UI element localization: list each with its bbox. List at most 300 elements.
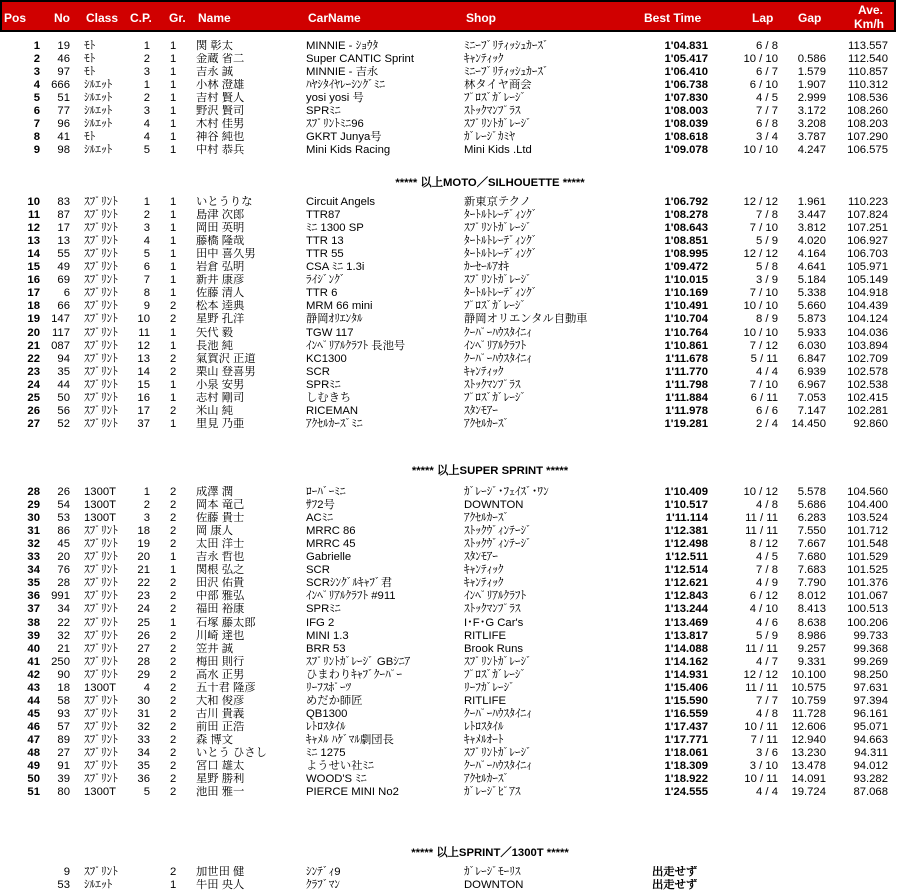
cell-car: GKRT Junya号 — [306, 131, 382, 144]
cell-pos: 13 — [27, 235, 40, 248]
cell-car: QB1300 — [306, 707, 348, 720]
cell-car: KC1300 — [306, 352, 347, 365]
cell-gap: 6.847 — [797, 352, 826, 365]
cell-best: 1'08.995 — [664, 248, 708, 261]
cell-class: 1300T — [84, 786, 117, 799]
cell-shop: I･F･G Car's — [464, 616, 524, 629]
cell-car: TTR 6 — [306, 287, 338, 300]
cell-cp: 33 — [137, 733, 150, 746]
cell-lap: 10 / 12 — [743, 486, 778, 498]
cell-gr: 1 — [170, 616, 177, 629]
cell-gap: 6.283 — [797, 512, 826, 525]
cell-lap: 10 / 10 — [743, 144, 778, 157]
cell-ave: 102.578 — [847, 365, 888, 378]
cell-lap: 4 / 5 — [756, 92, 778, 105]
cell-lap: 4 / 5 — [756, 551, 778, 564]
cell-pos: 8 — [33, 131, 40, 144]
cell-no: 087 — [51, 339, 70, 352]
cell-class: ｽﾌﾟﾘﾝﾄ — [84, 603, 118, 616]
cell-gap: 5.660 — [797, 300, 826, 313]
cell-name: 太田 洋士 — [196, 538, 245, 551]
section-footer — [0, 464, 900, 478]
cell-best: 1'09.472 — [664, 261, 708, 274]
cell-pos: 29 — [27, 499, 40, 512]
cell-no: 77 — [57, 105, 70, 118]
cell-shop: ﾐﾆｰﾌﾞﾘﾃｨｯｼｭｶｰｽﾞ — [464, 40, 549, 52]
cell-pos: 2 — [33, 53, 40, 66]
cell-lap: 4 / 10 — [749, 603, 778, 616]
cell-shop: ｸｰﾊﾟｰﾊｳｽﾀｲﾆｨ — [464, 760, 532, 773]
cell-pos: 20 — [27, 326, 40, 339]
cell-best: 1'13.469 — [664, 616, 708, 629]
cell-gap: 4.020 — [797, 235, 826, 248]
cell-best: 1'12.514 — [664, 564, 708, 577]
table-row — [0, 695, 900, 708]
cell-no: 34 — [57, 603, 70, 616]
cell-no: 39 — [57, 773, 70, 786]
cell-ave: 101.067 — [847, 590, 888, 603]
cell-lap: 8 / 12 — [749, 538, 778, 551]
cell-ave: 107.290 — [847, 131, 888, 144]
cell-gap: 3.812 — [797, 222, 826, 235]
cell-cp: 9 — [143, 300, 150, 313]
cell-name: 加世田 健 — [196, 866, 245, 878]
cell-class: ｽﾌﾟﾘﾝﾄ — [84, 577, 118, 590]
cell-gr: 1 — [170, 564, 177, 577]
cell-name: 岡 康人 — [196, 525, 234, 538]
cell-name: 志村 剛司 — [196, 391, 245, 404]
cell-shop: ｶﾞﾚｰｼﾞﾓｰﾘｽ — [464, 866, 521, 878]
cell-no: 94 — [57, 352, 70, 365]
cell-gr: 2 — [170, 313, 177, 326]
cell-lap: 11 / 11 — [745, 642, 778, 655]
cell-shop: ｷｬﾒﾙｵｰﾄ — [464, 733, 504, 746]
cell-lap: 10 / 10 — [743, 53, 778, 66]
cell-cp: 27 — [137, 642, 150, 655]
cell-class: ｽﾌﾟﾘﾝﾄ — [84, 525, 118, 538]
cell-no: 20 — [57, 551, 70, 564]
cell-no: 46 — [57, 53, 70, 66]
section-footer-label: ***** 以上SPRINT／1300T ***** — [411, 847, 569, 859]
cell-ave: 103.524 — [847, 512, 888, 525]
table-row — [0, 525, 900, 538]
cell-class: ｽﾌﾟﾘﾝﾄ — [84, 747, 118, 759]
cell-shop: ｽﾄｯｸﾏﾝﾌﾟﾗｽ — [464, 378, 521, 391]
cell-best: 1'10.169 — [664, 287, 708, 300]
cell-shop: 林タイヤ商会 — [464, 79, 532, 92]
cell-gap: 7.053 — [797, 391, 826, 404]
cell-shop: ﾌﾟﾛｽﾞｶﾞﾚｰｼﾞ — [464, 668, 527, 681]
cell-gr: 1 — [170, 209, 177, 222]
cell-gr: 1 — [170, 391, 177, 404]
cell-cp: 32 — [137, 720, 150, 733]
cell-no: 27 — [57, 747, 70, 759]
cell-cp: 13 — [137, 352, 150, 365]
cell-gap: 5.578 — [797, 486, 826, 498]
cell-class: ｽﾌﾟﾘﾝﾄ — [84, 760, 118, 773]
cell-no: 55 — [57, 248, 70, 261]
header-shop: Shop — [466, 11, 496, 25]
cell-pos: 19 — [27, 313, 40, 326]
cell-shop: ﾀｰﾄﾙﾄﾚｰﾃﾞｨﾝｸﾞ — [464, 209, 538, 222]
cell-ave: 102.538 — [847, 378, 888, 391]
table-row — [0, 392, 900, 405]
cell-lap: 3 / 9 — [756, 274, 778, 287]
cell-no: 69 — [57, 274, 70, 287]
cell-cp: 2 — [143, 499, 150, 512]
cell-lap: 12 / 12 — [743, 248, 778, 261]
cell-name: 大和 俊彦 — [196, 694, 245, 707]
cell-gr: 1 — [170, 40, 177, 52]
cell-class: ｽﾌﾟﾘﾝﾄ — [84, 378, 118, 391]
cell-cp: 11 — [138, 326, 150, 339]
cell-gr: 1 — [170, 287, 177, 300]
cell-name: 田中 喜久男 — [196, 248, 256, 261]
cell-lap: 4 / 7 — [756, 655, 778, 668]
table-row — [0, 656, 900, 669]
cell-class: ｽﾌﾟﾘﾝﾄ — [84, 590, 118, 603]
cell-gr: 1 — [170, 417, 177, 430]
cell-car: ｲﾝﾍﾟﾘｱﾙｸﾗﾌﾄ #911 — [306, 590, 396, 603]
cell-lap: 4 / 8 — [756, 499, 778, 512]
table-row — [0, 40, 900, 53]
table-row — [0, 366, 900, 379]
cell-best: 出走せず — [652, 879, 698, 892]
cell-class: ｽﾌﾟﾘﾝﾄ — [84, 365, 118, 378]
cell-name: 松本 逵典 — [196, 300, 245, 313]
cell-car: ｸﾗﾌﾞﾏﾝ — [306, 879, 340, 892]
cell-lap: 7 / 8 — [756, 564, 778, 577]
cell-car: SCR — [306, 564, 330, 577]
cell-gr: 2 — [170, 655, 177, 668]
cell-class: ｼﾙｴｯﾄ — [84, 118, 113, 131]
cell-best: 1'08.851 — [664, 235, 708, 248]
table-row — [0, 248, 900, 261]
cell-car: ﾛｰﾊﾞｰﾐﾆ — [306, 486, 346, 498]
cell-cp: 22 — [137, 577, 150, 590]
cell-car: ｽﾌﾟﾘﾝﾄｶﾞﾚｰｼﾞ GBｼﾆｱ — [306, 655, 411, 668]
table-row — [0, 551, 900, 564]
cell-gr: 2 — [170, 590, 177, 603]
cell-gap: 10.575 — [791, 681, 826, 694]
cell-best: 1'17.771 — [664, 733, 708, 746]
cell-cp: 3 — [143, 105, 150, 118]
cell-class: ｽﾌﾟﾘﾝﾄ — [84, 261, 118, 274]
cell-best: 1'10.861 — [664, 339, 708, 352]
cell-name: 岡本 竜己 — [196, 499, 245, 512]
table-row — [0, 405, 900, 418]
cell-best: 1'08.039 — [664, 118, 708, 131]
cell-cp: 14 — [137, 365, 150, 378]
cell-cp: 15 — [137, 378, 150, 391]
cell-car: MRM 66 mini — [306, 300, 373, 313]
cell-lap: 7 / 7 — [756, 694, 778, 707]
cell-lap: 3 / 4 — [756, 131, 778, 144]
cell-pos: 22 — [27, 352, 40, 365]
cell-class: ｽﾌﾟﾘﾝﾄ — [84, 222, 118, 235]
cell-gr: 2 — [170, 760, 177, 773]
cell-gr: 2 — [170, 486, 177, 498]
cell-name: 中村 恭兵 — [196, 144, 245, 157]
cell-class: ｽﾌﾟﾘﾝﾄ — [84, 616, 118, 629]
cell-cp: 18 — [137, 525, 150, 538]
cell-no: 26 — [57, 486, 70, 498]
cell-pos: 43 — [27, 681, 40, 694]
header-gap: Gap — [798, 11, 822, 25]
cell-cp: 26 — [137, 629, 150, 642]
cell-lap: 10 / 10 — [743, 326, 778, 339]
cell-shop: ｱｸｾﾙｶｰｽﾞ — [464, 773, 510, 786]
cell-cp: 35 — [137, 760, 150, 773]
cell-gap: 5.933 — [797, 326, 826, 339]
cell-name: 石塚 藤太郎 — [196, 616, 256, 629]
cell-cp: 6 — [143, 261, 150, 274]
cell-ave: 104.400 — [847, 499, 888, 512]
cell-class: ｽﾌﾟﾘﾝﾄ — [84, 235, 118, 248]
cell-gr: 2 — [170, 866, 177, 878]
cell-pos: 41 — [27, 655, 40, 668]
cell-best: 1'11.678 — [665, 352, 708, 365]
cell-name: 佐藤 清人 — [196, 287, 245, 300]
cell-car: ﾐﾆ 1275 — [306, 747, 346, 759]
cell-no: 98 — [57, 144, 70, 157]
table-row — [0, 287, 900, 300]
cell-ave: 97.631 — [853, 681, 888, 694]
cell-best: 1'09.078 — [664, 144, 708, 157]
cell-best: 1'05.417 — [664, 53, 708, 66]
cell-shop: ｶﾞﾚｰｼﾞﾋﾟｱｽ — [464, 786, 521, 799]
cell-name: 里見 乃亜 — [196, 417, 245, 430]
cell-gr: 2 — [170, 747, 177, 759]
cell-name: 前田 正浩 — [196, 720, 245, 733]
cell-gr: 1 — [170, 144, 177, 157]
cell-cp: 12 — [137, 339, 150, 352]
table-row — [0, 144, 900, 157]
cell-best: 1'04.831 — [664, 40, 708, 52]
cell-gap: 6.967 — [797, 378, 826, 391]
cell-ave: 87.068 — [853, 786, 888, 799]
cell-ave: 92.860 — [853, 417, 888, 430]
cell-cp: 4 — [143, 131, 150, 144]
cell-no: 13 — [57, 235, 70, 248]
cell-best: 1'10.764 — [664, 326, 708, 339]
cell-car: RICEMAN — [306, 404, 359, 417]
cell-shop: ｽﾄｯｸﾏﾝﾌﾟﾗｽ — [464, 105, 521, 118]
cell-shop: DOWNTON — [464, 879, 524, 892]
cell-class: ﾓﾄ — [84, 40, 96, 52]
cell-best: 1'12.381 — [664, 525, 708, 538]
table-row — [0, 773, 900, 786]
cell-no: 87 — [57, 209, 70, 222]
cell-name: 野沢 賢司 — [196, 105, 245, 118]
cell-best: 1'18.922 — [664, 773, 708, 786]
cell-best: 1'12.621 — [664, 577, 708, 590]
cell-car: TGW 117 — [306, 326, 354, 339]
table-row — [0, 222, 900, 235]
header-carname: CarName — [308, 11, 361, 25]
cell-pos: 3 — [33, 66, 40, 79]
cell-pos: 37 — [27, 603, 40, 616]
cell-pos: 7 — [33, 118, 40, 131]
table-row — [0, 747, 900, 760]
cell-car: IFG 2 — [306, 616, 335, 629]
cell-no: 250 — [51, 655, 70, 668]
cell-shop: ﾘｰﾌｶﾞﾚｰｼﾞ — [464, 681, 515, 694]
cell-gap: 9.257 — [797, 642, 826, 655]
cell-gr: 1 — [170, 261, 177, 274]
cell-ave: 102.281 — [847, 404, 888, 417]
cell-no: 28 — [57, 577, 70, 590]
cell-no: 93 — [57, 707, 70, 720]
cell-gap: 5.184 — [797, 274, 826, 287]
cell-no: 76 — [57, 564, 70, 577]
cell-shop: Mini Kids .Ltd — [464, 144, 532, 157]
cell-pos: 46 — [27, 720, 40, 733]
cell-gr: 1 — [170, 879, 177, 892]
cell-shop: ｷｬﾝﾃｨｯｸ — [464, 365, 504, 378]
cell-gap: 11.728 — [792, 707, 826, 720]
cell-best: 1'12.843 — [664, 590, 708, 603]
cell-gap: 3.447 — [797, 209, 826, 222]
cell-cp: 34 — [137, 747, 150, 759]
cell-ave: 96.161 — [853, 707, 888, 720]
cell-shop: ｶﾞﾚｰｼﾞｶﾐﾔ — [464, 131, 515, 144]
cell-name: 宮口 雄太 — [196, 760, 245, 773]
cell-name: いとうりな — [196, 196, 253, 208]
cell-car: SCRｼﾝｸﾞﾙｷｬﾌﾞ君 — [306, 577, 392, 590]
cell-best: 1'16.559 — [664, 707, 708, 720]
cell-gap: 12.940 — [791, 733, 826, 746]
cell-shop: ﾌﾟﾛｽﾞｶﾞﾚｰｼﾞ — [464, 300, 527, 313]
cell-shop: ｸｰﾊﾟｰﾊｳｽﾀｲﾆｨ — [464, 707, 532, 720]
cell-no: 54 — [57, 499, 70, 512]
cell-no: 147 — [51, 313, 70, 326]
cell-cp: 1 — [143, 486, 150, 498]
cell-pos: 23 — [27, 365, 40, 378]
cell-name: 吉永 誠 — [196, 66, 234, 79]
table-row — [0, 564, 900, 577]
cell-car: ようせい社ﾐﾆ — [306, 760, 374, 773]
cell-best: 1'19.281 — [664, 417, 708, 430]
cell-gr: 2 — [170, 499, 177, 512]
cell-pos: 42 — [27, 668, 40, 681]
header-no: No — [54, 11, 70, 25]
cell-cp: 2 — [143, 53, 150, 66]
cell-cp: 2 — [143, 92, 150, 105]
cell-gr: 2 — [170, 525, 177, 538]
cell-gr: 2 — [170, 629, 177, 642]
cell-lap: 11 / 11 — [745, 512, 778, 525]
cell-class: ｽﾌﾟﾘﾝﾄ — [84, 733, 118, 746]
cell-best: 1'10.015 — [664, 274, 708, 287]
cell-class: ｽﾌﾟﾘﾝﾄ — [84, 326, 118, 339]
cell-gap: 13.478 — [791, 760, 826, 773]
cell-name: 成澤 潤 — [196, 486, 234, 498]
cell-gap: 8.413 — [797, 603, 826, 616]
cell-no: 80 — [57, 786, 70, 799]
cell-lap: 4 / 4 — [756, 786, 778, 799]
cell-gap: 19.724 — [791, 786, 826, 799]
cell-name: 高水 正男 — [196, 668, 245, 681]
cell-gap: 1.961 — [797, 196, 826, 208]
cell-cp: 1 — [143, 196, 150, 208]
cell-car: MRRC 45 — [306, 538, 356, 551]
cell-name: 新井 康彦 — [196, 274, 245, 287]
cell-best: 1'11.770 — [665, 365, 708, 378]
cell-gap: 4.247 — [797, 144, 826, 157]
cell-shop: RITLIFE — [464, 629, 507, 642]
table-row — [0, 669, 900, 682]
cell-car: ﾚﾄﾛｽﾀｲﾙ — [306, 720, 346, 733]
cell-name: 笠井 誠 — [196, 642, 234, 655]
cell-ave: 110.223 — [848, 196, 888, 208]
cell-gr: 1 — [170, 131, 177, 144]
cell-ave: 97.394 — [853, 694, 888, 707]
cell-class: ｽﾌﾟﾘﾝﾄ — [84, 300, 118, 313]
table-row — [0, 79, 900, 92]
table-row — [0, 353, 900, 366]
cell-shop: ﾀｰﾄﾙﾄﾚｰﾃﾞｨﾝｸﾞ — [464, 248, 538, 261]
cell-class: ｽﾌﾟﾘﾝﾄ — [84, 287, 118, 300]
cell-pos: 18 — [27, 300, 40, 313]
cell-car: ｲﾝﾍﾟﾘｱﾙｸﾗﾌﾄ 長池号 — [306, 339, 406, 352]
cell-gap: 5.873 — [797, 313, 826, 326]
cell-gap: 1.579 — [797, 66, 826, 79]
cell-best: 1'10.704 — [664, 313, 708, 326]
cell-gr: 1 — [170, 79, 177, 92]
cell-ave: 101.376 — [847, 577, 888, 590]
cell-car: SPRﾐﾆ — [306, 378, 341, 391]
cell-gap: 7.550 — [797, 525, 826, 538]
cell-gr: 2 — [170, 733, 177, 746]
cell-name: 梅田 則行 — [196, 655, 245, 668]
cell-no: 53 — [57, 879, 70, 892]
cell-ave: 102.415 — [847, 391, 888, 404]
cell-name: 星野 孔洋 — [196, 313, 245, 326]
cell-gr: 1 — [170, 274, 177, 287]
cell-gap: 9.331 — [797, 655, 826, 668]
cell-no: 991 — [51, 590, 70, 603]
cell-lap: 4 / 9 — [756, 577, 778, 590]
cell-no: 58 — [57, 694, 70, 707]
section-footer — [0, 846, 900, 860]
cell-shop: ｽﾀﾝﾓｱｰ — [464, 551, 498, 564]
table-row — [0, 340, 900, 353]
cell-no: 45 — [57, 538, 70, 551]
table-row — [0, 630, 900, 643]
cell-no: 96 — [57, 118, 70, 131]
cell-cp: 25 — [137, 616, 150, 629]
cell-ave: 104.439 — [847, 300, 888, 313]
cell-gr: 2 — [170, 577, 177, 590]
cell-name: 五十君 隆彦 — [196, 681, 256, 694]
cell-best: 1'13.244 — [664, 603, 708, 616]
cell-class: ｽﾌﾟﾘﾝﾄ — [84, 196, 118, 208]
cell-gr: 2 — [170, 538, 177, 551]
cell-ave: 110.857 — [848, 66, 888, 79]
table-row — [0, 603, 900, 616]
table-row — [0, 538, 900, 551]
cell-class: 1300T — [84, 681, 117, 694]
cell-cp: 7 — [143, 274, 150, 287]
cell-gap: 6.030 — [797, 339, 826, 352]
cell-cp: 2 — [143, 209, 150, 222]
cell-lap: 7 / 10 — [749, 378, 778, 391]
cell-ave: 101.548 — [847, 538, 888, 551]
cell-ave: 104.918 — [847, 287, 888, 300]
cell-no: 56 — [57, 404, 70, 417]
cell-car: ｼﾝﾃﾞｨ9 — [306, 866, 341, 878]
